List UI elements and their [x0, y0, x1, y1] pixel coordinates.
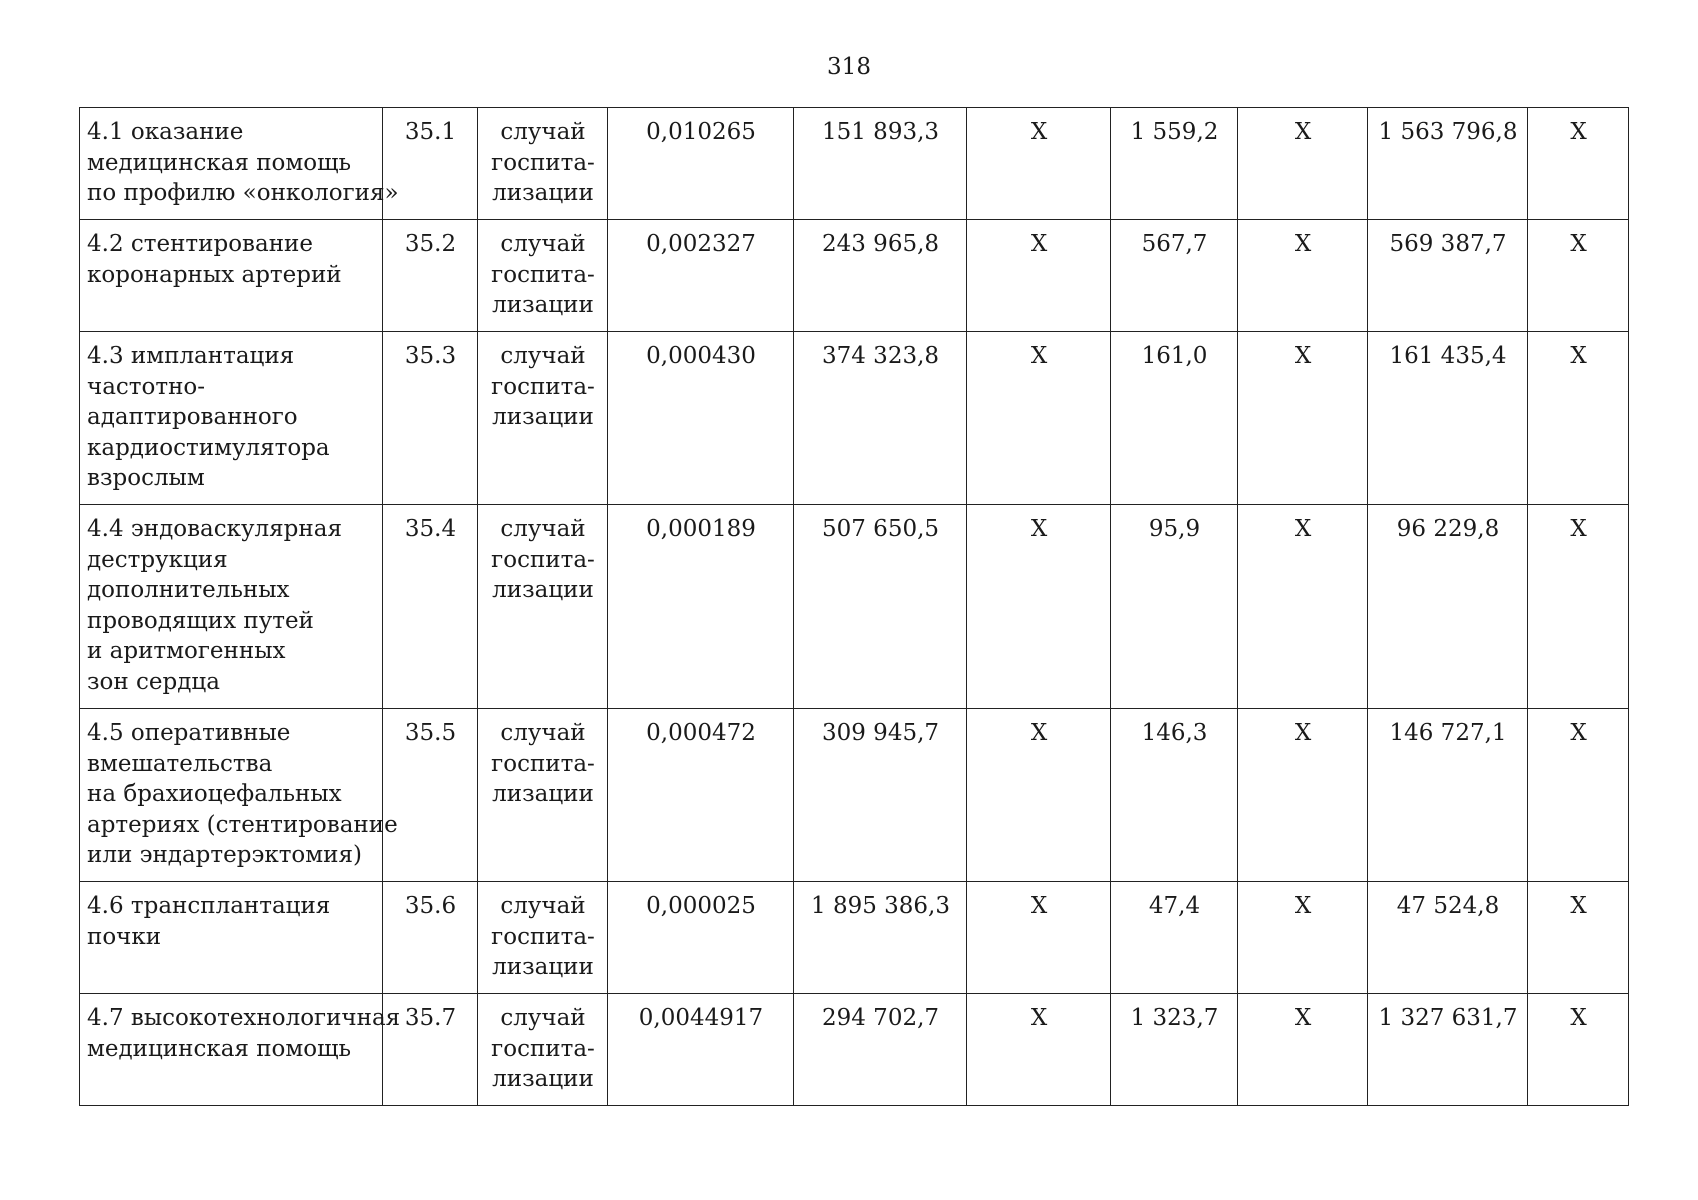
service-name-line: кардиостимулятора	[87, 434, 330, 461]
unit-line: лизации	[492, 577, 594, 603]
cell-cost: 1 895 386,3	[794, 882, 967, 994]
cell-x-mark: Х	[1238, 108, 1368, 220]
cell-x-mark: Х	[1528, 220, 1629, 332]
service-name-line: или эндартерэктомия)	[87, 842, 362, 868]
service-name-line: артериях (стентирование	[87, 811, 398, 838]
cell-x-mark: Х	[967, 882, 1111, 994]
cell-row-code: 35.3	[383, 332, 478, 505]
cell-rate: 0,000430	[608, 332, 794, 505]
cell-x-mark: Х	[1528, 505, 1629, 709]
unit-line: госпита-	[491, 1035, 595, 1062]
cell-amount: 1 323,7	[1111, 994, 1238, 1106]
cell-total: 96 229,8	[1368, 505, 1528, 709]
cell-unit	[478, 332, 608, 505]
cell-amount: 1 559,2	[1111, 108, 1238, 220]
cell-row-code: 35.5	[383, 709, 478, 882]
unit-line: случай	[500, 119, 586, 145]
service-name-line: по профилю «онкология»	[87, 180, 399, 206]
cell-x-mark: Х	[1238, 882, 1368, 994]
service-name-line: 4.5 оперативные	[87, 720, 291, 746]
cell-amount: 567,7	[1111, 220, 1238, 332]
table-row	[80, 882, 1629, 994]
cell-service-name	[80, 220, 383, 332]
cell-x-mark: Х	[1238, 505, 1368, 709]
table-row	[80, 220, 1629, 332]
cell-unit	[478, 994, 608, 1106]
unit-line: госпита-	[491, 923, 595, 950]
cell-row-code: 35.7	[383, 994, 478, 1106]
cell-cost: 507 650,5	[794, 505, 967, 709]
table-row	[80, 505, 1629, 709]
unit-line: лизации	[492, 292, 594, 318]
service-name-line: зон сердца	[87, 668, 220, 695]
cell-x-mark: Х	[1528, 709, 1629, 882]
cell-amount: 47,4	[1111, 882, 1238, 994]
cell-service-name	[80, 505, 383, 709]
unit-line: лизации	[492, 404, 594, 430]
cell-amount: 95,9	[1111, 505, 1238, 709]
data-table	[79, 107, 1629, 1106]
unit-line: случай	[500, 893, 586, 919]
cell-service-name	[80, 332, 383, 505]
cell-total: 1 327 631,7	[1368, 994, 1528, 1106]
service-name-line: частотно-	[87, 373, 206, 400]
cell-total: 161 435,4	[1368, 332, 1528, 505]
cell-row-code: 35.1	[383, 108, 478, 220]
unit-line: госпита-	[491, 373, 595, 400]
cell-unit	[478, 220, 608, 332]
cell-cost: 243 965,8	[794, 220, 967, 332]
cell-cost: 309 945,7	[794, 709, 967, 882]
table-body	[80, 108, 1629, 1106]
table-row	[80, 332, 1629, 505]
cell-service-name	[80, 994, 401, 1106]
cell-x-mark: Х	[1238, 709, 1368, 882]
service-name-line: 4.1 оказание	[87, 119, 244, 145]
cell-x-mark: Х	[1528, 332, 1629, 505]
cell-x-mark: Х	[1528, 882, 1629, 994]
table-row	[80, 709, 1629, 882]
cell-x-mark: Х	[967, 108, 1111, 220]
service-name-line: и аритмогенных	[87, 638, 286, 664]
cell-rate: 0,000472	[608, 709, 794, 882]
cell-row-code: 35.2	[383, 220, 478, 332]
cell-cost: 374 323,8	[794, 332, 967, 505]
service-name-line: адаптированного	[87, 404, 298, 430]
cell-x-mark: Х	[967, 709, 1111, 882]
cell-amount: 146,3	[1111, 709, 1238, 882]
cell-rate: 0,002327	[608, 220, 794, 332]
cell-rate: 0,010265	[608, 108, 794, 220]
unit-line: случай	[500, 720, 586, 746]
cell-x-mark: Х	[967, 220, 1111, 332]
cell-rate: 0,000025	[608, 882, 794, 994]
cell-x-mark: Х	[1238, 220, 1368, 332]
cell-total: 1 563 796,8	[1368, 108, 1528, 220]
unit-line: случай	[500, 516, 586, 542]
service-name-line: 4.2 стентирование	[87, 231, 313, 257]
table-row	[80, 994, 1629, 1106]
service-name-line: 4.3 имплантация	[87, 343, 295, 369]
cell-row-code: 35.4	[383, 505, 478, 709]
cell-cost: 294 702,7	[794, 994, 967, 1106]
cell-x-mark: Х	[1528, 994, 1629, 1106]
cell-amount: 161,0	[1111, 332, 1238, 505]
unit-line: госпита-	[491, 546, 595, 573]
unit-line: случай	[500, 343, 586, 369]
cell-total: 47 524,8	[1368, 882, 1528, 994]
service-name-line: взрослым	[87, 465, 205, 491]
cell-total: 146 727,1	[1368, 709, 1528, 882]
service-name-line: медицинская помощь	[87, 149, 352, 176]
unit-line: лизации	[492, 180, 594, 206]
service-name-line: деструкция	[87, 546, 228, 573]
unit-line: случай	[500, 1005, 586, 1031]
cell-row-code: 35.6	[383, 882, 478, 994]
cell-x-mark: Х	[967, 994, 1111, 1106]
cell-x-mark: Х	[967, 505, 1111, 709]
service-name-line: проводящих путей	[87, 607, 314, 634]
service-name-line: коронарных артерий	[87, 261, 342, 288]
cell-service-name	[80, 108, 399, 220]
cell-unit	[478, 709, 608, 882]
cell-total: 569 387,7	[1368, 220, 1528, 332]
cell-x-mark: Х	[967, 332, 1111, 505]
unit-line: госпита-	[491, 149, 595, 176]
service-name-line: 4.4 эндоваскулярная	[87, 516, 342, 542]
service-name-line: медицинская помощь	[87, 1035, 352, 1062]
cell-unit	[478, 108, 608, 220]
unit-line: госпита-	[491, 261, 595, 288]
cell-rate: 0,0044917	[608, 994, 794, 1106]
cell-unit	[478, 505, 608, 709]
unit-line: лизации	[492, 954, 594, 980]
cell-x-mark: Х	[1238, 332, 1368, 505]
cell-service-name	[80, 709, 398, 882]
service-name-line: 4.6 трансплантация	[87, 893, 331, 919]
service-name-line: вмешательства	[87, 750, 273, 777]
unit-line: лизации	[492, 781, 594, 807]
unit-line: лизации	[492, 1066, 594, 1092]
cell-x-mark: Х	[1528, 108, 1629, 220]
table-row	[80, 108, 1629, 220]
service-name-line: на брахиоцефальных	[87, 781, 342, 807]
service-name-line: дополнительных	[87, 577, 290, 603]
service-name-line: почки	[87, 923, 162, 950]
unit-line: госпита-	[491, 750, 595, 777]
cell-service-name	[80, 882, 383, 994]
service-name-line: 4.7 высокотехнологичная	[87, 1005, 401, 1031]
unit-line: случай	[500, 231, 586, 257]
cell-unit	[478, 882, 608, 994]
cell-rate: 0,000189	[608, 505, 794, 709]
cell-x-mark: Х	[1238, 994, 1368, 1106]
page-number: 318	[827, 54, 871, 80]
cell-cost: 151 893,3	[794, 108, 967, 220]
